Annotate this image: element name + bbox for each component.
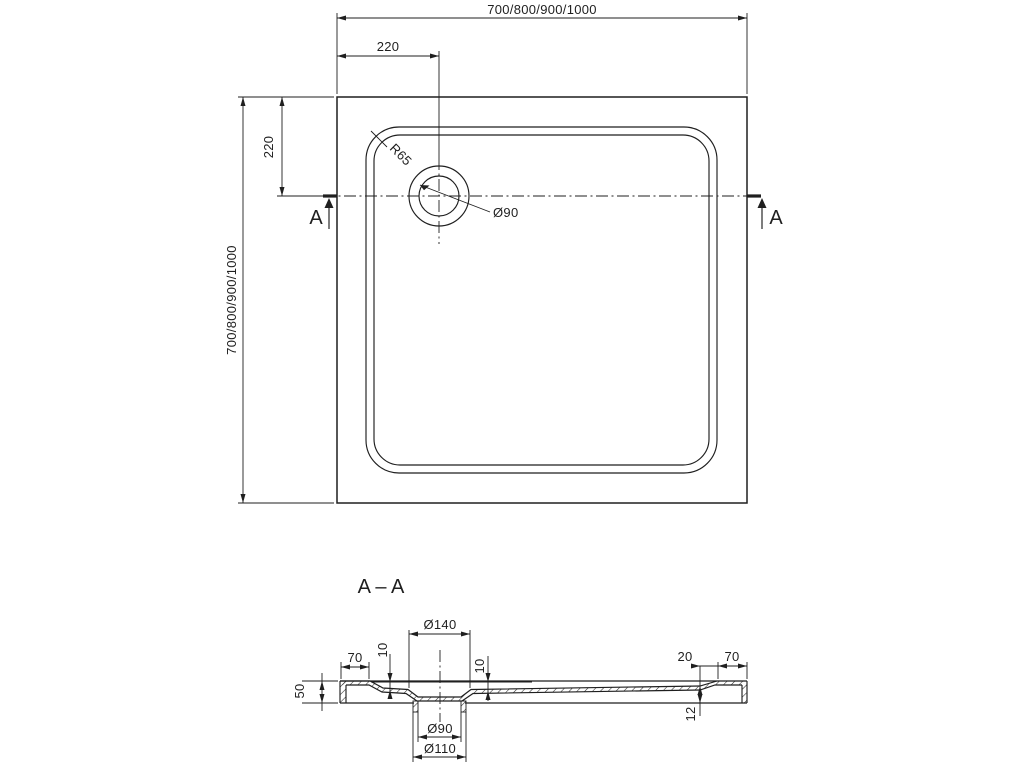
- section-view: [292, 576, 747, 762]
- dim-drain-offset-y: [261, 97, 324, 196]
- dim-edge-height-label: 50: [292, 683, 307, 699]
- dim-drop-left-label: 10: [375, 642, 390, 658]
- drain-diameter-label: Ø90: [493, 205, 519, 220]
- dim-drop-mid: [472, 656, 491, 701]
- dim-drain-hole-label: Ø90: [427, 721, 453, 736]
- dim-overall-height: [224, 97, 334, 503]
- section-marker-right-label: A: [769, 207, 783, 229]
- drain-diameter-callout: [420, 185, 518, 220]
- section-marker-left-label: A: [309, 207, 323, 229]
- dim-drain-offset-y-label: 220: [261, 135, 276, 159]
- dim-rim-right-label: 70: [724, 649, 740, 664]
- dim-rim-left: [341, 650, 369, 679]
- dim-recess-diameter-label: Ø140: [423, 617, 457, 632]
- dim-drain-offset-x-label: 220: [376, 39, 400, 54]
- dim-overall-width-label: 700/800/900/1000: [487, 2, 597, 17]
- corner-radius-callout: [371, 131, 415, 169]
- corner-radius-label: R65: [386, 140, 415, 169]
- basin-edge-inner: [374, 135, 709, 465]
- dim-edge-height: [292, 673, 338, 711]
- plan-view: [224, 2, 783, 503]
- dim-rim-right: [718, 649, 747, 679]
- section-marker-right: [747, 196, 783, 229]
- dim-step-right-label: 20: [677, 649, 693, 664]
- dim-wall-right-label: 12: [683, 706, 698, 722]
- dim-step-right: [677, 649, 727, 679]
- basin-edge-outer: [366, 127, 717, 473]
- dim-recess-diameter: [409, 617, 470, 688]
- dim-drain-offset-x: [337, 39, 439, 59]
- dim-drain-collar-label: Ø110: [423, 741, 457, 756]
- dim-rim-left-label: 70: [347, 650, 363, 665]
- section-title: A – A: [357, 576, 405, 598]
- dim-drop-mid-label: 10: [472, 658, 487, 674]
- dim-overall-height-label: 700/800/900/1000: [224, 245, 239, 355]
- dim-drain-hole: [418, 712, 461, 742]
- section-marker-left: [309, 196, 337, 229]
- dim-wall-right: [683, 666, 703, 722]
